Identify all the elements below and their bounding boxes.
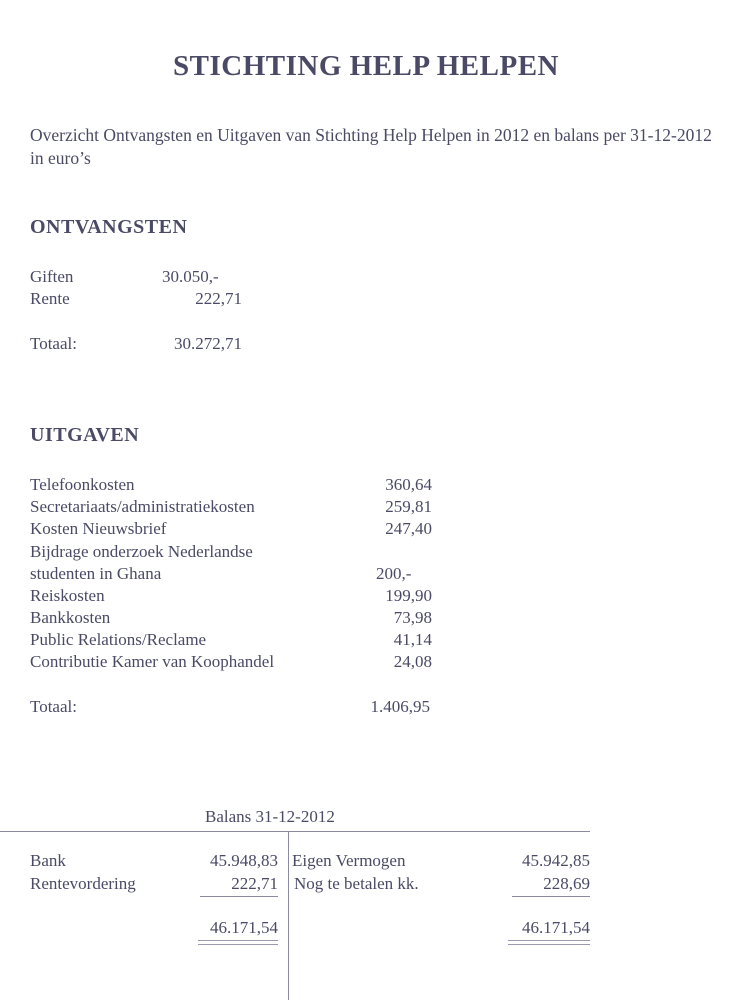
- uitgaven-item-value: 73,98: [393, 608, 432, 627]
- uitgaven-item-value: 247,40: [385, 519, 432, 538]
- balans-debit-value: 222,71: [231, 874, 278, 893]
- uitgaven-item-label: Contributie Kamer van Koophandel: [30, 652, 275, 671]
- ontvangsten-heading: ONTVANGSTEN: [30, 216, 188, 238]
- balans-debit-subtotal-rule: [200, 896, 278, 897]
- uitgaven-item-value: 360,64: [385, 475, 432, 494]
- uitgaven-item-label: Secretariaats/administratiekosten: [30, 497, 255, 516]
- balans-credit-label: Nog te betalen kk.: [294, 874, 419, 893]
- uitgaven-item-label: Reiskosten: [30, 586, 105, 605]
- uitgaven-item-value: 199,90: [385, 586, 432, 605]
- balans-credit-subtotal-rule: [512, 896, 590, 897]
- ontvangsten-item-label: Rente: [30, 289, 70, 308]
- balans-heading: Balans 31-12-2012: [205, 807, 335, 826]
- balans-credit-value: 228,69: [543, 874, 590, 893]
- uitgaven-total-value: 1.406,95: [370, 697, 430, 716]
- uitgaven-item-label: Telefoonkosten: [30, 475, 135, 494]
- balans-credit-value: 45.942,85: [522, 851, 590, 870]
- page-title: STICHTING HELP HELPEN: [173, 50, 559, 82]
- ontvangsten-item-value: 30.050,-: [162, 267, 219, 286]
- balans-debit-label: Bank: [30, 851, 66, 870]
- uitgaven-item-value: 24,08: [393, 652, 432, 671]
- uitgaven-item-label: Public Relations/Reclame: [30, 630, 207, 649]
- balans-top-rule: [0, 831, 590, 832]
- balans-credit-total: 46.171,54: [522, 918, 590, 937]
- uitgaven-heading: UITGAVEN: [30, 424, 140, 446]
- balans-debit-total: 46.171,54: [210, 918, 278, 937]
- uitgaven-item-value: 259,81: [385, 497, 432, 516]
- balans-debit-label: Rentevordering: [30, 874, 136, 893]
- ontvangsten-item-label: Giften: [30, 267, 74, 286]
- uitgaven-item-label: Bijdrage onderzoek Nederlandse: [30, 542, 253, 561]
- uitgaven-item-label: studenten in Ghana: [30, 564, 162, 583]
- uitgaven-item-value: 41,14: [393, 630, 432, 649]
- balans-credit-label: Eigen Vermogen: [292, 851, 406, 870]
- ontvangsten-total-label: Totaal:: [30, 334, 77, 353]
- balans-divider: [288, 831, 289, 1000]
- uitgaven-item-label: Bankkosten: [30, 608, 111, 627]
- ontvangsten-item-value: 222,71: [195, 289, 242, 308]
- balans-debit-total-double-rule: [198, 940, 278, 945]
- balans-credit-total-double-rule: [508, 940, 590, 945]
- uitgaven-total-label: Totaal:: [30, 697, 77, 716]
- ontvangsten-total-value: 30.272,71: [174, 334, 242, 353]
- intro-text: Overzicht Ontvangsten en Uitgaven van Stichting Help Helpen in 2012 en balans per 31-12-2012 in euro’s: [30, 125, 712, 168]
- uitgaven-item-label: Kosten Nieuwsbrief: [30, 519, 167, 538]
- balans-debit-value: 45.948,83: [210, 851, 278, 870]
- uitgaven-item-value: 200,-: [376, 564, 412, 583]
